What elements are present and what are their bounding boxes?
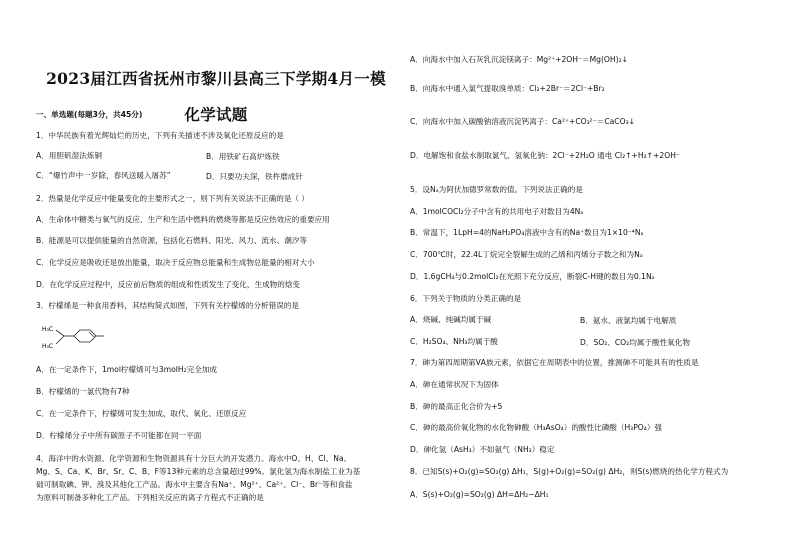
right-option-b: D．SO₂、CO₂均属于酸性氧化物 — [580, 338, 690, 347]
right-line: C．H₂SO₄、NH₃均属于酸 — [410, 337, 498, 346]
exam-title: 2023届江西省抚州市黎川县高三下学期4月一模 — [46, 69, 386, 88]
left-line: C．“爆竹声中一岁除，春风送暖入屠苏” — [36, 171, 171, 180]
left-line: B．能源是可以提供能量的自然资源，包括化石燃料、阳光、风力、流水、潮汐等 — [36, 236, 307, 245]
left-line: A．在一定条件下，1mol柠檬烯可与3molH₂完全加成 — [36, 365, 218, 374]
right-line: A．烧碱、纯碱均属于碱 — [410, 315, 492, 324]
limonene-structure-image — [42, 322, 132, 350]
right-line: C．砷的最高价氧化物的水化物砷酸（H₃AsO₄）的酸性比磷酸（H₃PO₄）强 — [410, 423, 663, 432]
right-line: 5．设Nₐ为阿伏加德罗常数的值。下列说法正确的是 — [410, 185, 583, 194]
left-line: C．在一定条件下，柠檬烯可发生加成、取代、氧化、还原反应 — [36, 409, 247, 418]
right-line: A．砷在通常状况下为固体 — [410, 380, 499, 389]
right-line: A．向海水中加入石灰乳沉淀镁离子：Mg²⁺+2OH⁻＝Mg(OH)₂↓ — [410, 55, 628, 64]
right-line: A．S(s)+O₂(g)=SO₂(g) ΔH=ΔH₂−ΔH₁ — [410, 490, 549, 499]
right-line: B．常温下，1LpH=4的NaH₂PO₄溶液中含有的Na⁺数目为1×10⁻⁴Nₐ — [410, 228, 644, 237]
structure-label-bottom: H₃C — [42, 343, 54, 350]
right-line: 8．已知S(s)+O₂(g)=SO₂(g) ΔH₁，S(g)+O₂(g)=SO₂(g) ΔH₂，则S(s)燃烧的热化学方程式为 — [410, 467, 729, 476]
left-line: B．柠檬烯的一氯代物有7种 — [36, 387, 130, 396]
left-line: 为原料可制备多种化工产品。下列相关反应的离子方程式不正确的是 — [36, 493, 264, 502]
left-line: 2．热量是化学反应中能量变化的主要形式之一，则下列有关说法不正确的是（ ） — [36, 194, 310, 203]
left-line: 1．中华民族有着光辉灿烂的历史，下列有关描述不涉及氧化还原反应的是 — [36, 131, 284, 140]
right-line: C．向海水中加入碳酸钠溶液沉淀钙离子：Ca²⁺+CO₃²⁻＝CaCO₃↓ — [410, 117, 635, 126]
right-line: 6．下列关于物质的分类正确的是 — [410, 294, 522, 303]
right-line: 7．砷为第四周期第ⅤA族元素，依据它在周期表中的位置，推测砷不可能具有的性质是 — [410, 358, 699, 367]
right-option-b: B．氨水、液氯均属于电解质 — [580, 316, 677, 325]
left-line: 3．柠檬烯是一种食用香料，其结构简式如图，下列有关柠檬烯的分析错误的是 — [36, 301, 300, 310]
right-line: D．电解饱和食盐水制取氯气、氢氧化钠：2Cl⁻+2H₂O 通电 Cl₂↑+H₂↑+2OH⁻ — [410, 151, 680, 160]
right-line: C．700℃时，22.4L丁烷完全裂解生成的乙烯和丙烯分子数之和为Nₐ — [410, 250, 643, 259]
right-line: D．砷化氢（AsH₃）不如氨气（NH₃）稳定 — [410, 445, 555, 454]
right-line: B．砷的最高正化合价为+5 — [410, 402, 503, 411]
left-line: Mg、S、Ca、K、Br、Sr、C、B、F等13种元素的总含量超过99%。氯化氢为海水制盐工业为基 — [36, 467, 361, 476]
left-line: 4．海洋中的水资源、化学资源和生物资源具有十分巨大的开发潜力。海水中O、H、Cl、Na、 — [36, 454, 352, 463]
left-line: A．生命体中糖类与氧气的反应、生产和生活中燃料的燃烧等都是反应热效应的重要应用 — [36, 215, 330, 224]
exam-subtitle: 化学试题 — [184, 105, 248, 124]
right-line: A．1molCOCl₂分子中含有的共用电子对数目为4Nₐ — [410, 207, 584, 216]
right-line: B．向海水中通入氯气提取溴单质：Cl₂+2Br⁻＝2Cl⁻+Br₂ — [410, 84, 605, 93]
left-line: 础可制取碘、钾、溴及其他化工产品。海水中主要含有Na⁺、Mg²⁺、Ca²⁺、Cl⁻、Br⁻等和食盐 — [36, 480, 353, 489]
structure-label-top: H₃C — [42, 326, 54, 333]
section-heading: 一、单选题(每题3分，共45分) — [36, 110, 143, 119]
right-line: D．1.6gCH₄与0.2molCl₂在光照下充分反应，断裂C-H键的数目为0.1Nₐ — [410, 272, 655, 281]
left-option-b: B．用铁矿石高炉炼铁 — [206, 152, 280, 161]
left-line: C．化学反应是吸收还是放出能量，取决于反应物总能量和生成物总能量的相对大小 — [36, 258, 315, 267]
left-line: A．用胆矾湿法炼铜 — [36, 151, 102, 160]
left-line: D．柠檬烯分子中所有碳原子不可能都在同一平面 — [36, 431, 202, 440]
left-line: D．在化学反应过程中，反应前后物质的组成和性质发生了变化，生成物的焓变 — [36, 280, 301, 289]
left-option-b: D．只要功夫深，铁杵磨成针 — [206, 172, 303, 181]
